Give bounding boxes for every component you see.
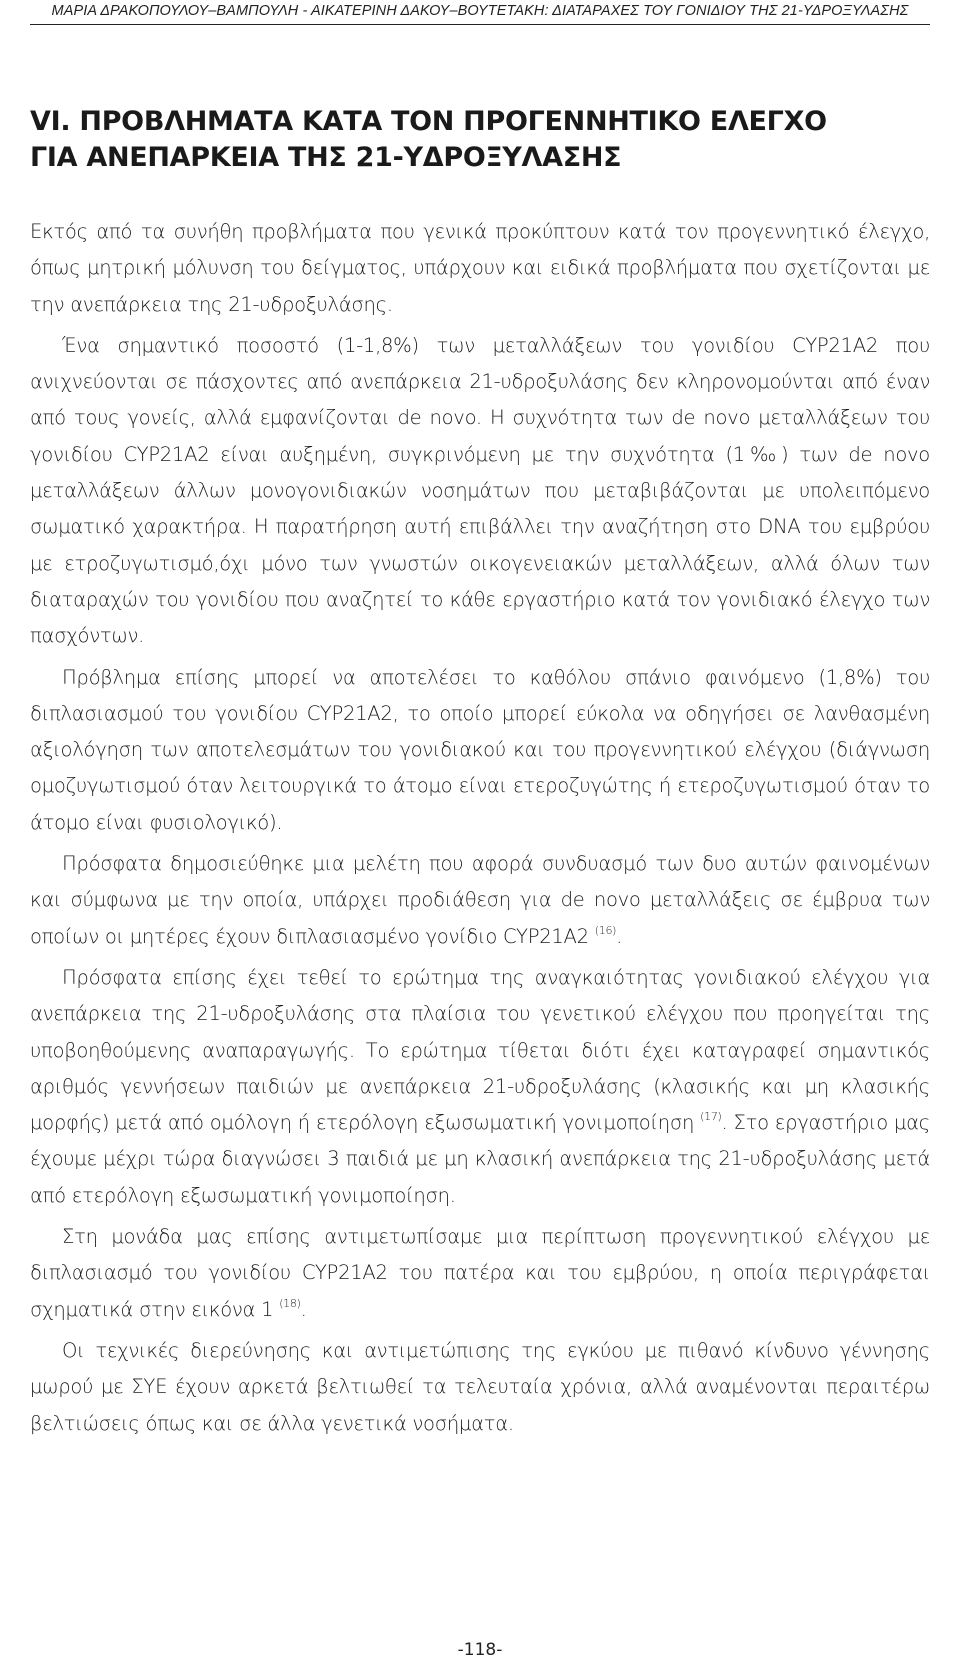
paragraph-4	[30, 846, 930, 955]
paragraph-5	[30, 960, 930, 1214]
paragraph-5-tail: . Στο εργαστήριο μας έχουμε μέχρι τώρα διαγνώσει 3 παιδιά με μη κλασική ανεπάρκεια της 21-υδροξυλάσης μετά από ετερόλογη εξωσωματική γονιμοποίηση.	[30, 1111, 931, 1207]
paragraph-6-text: Στη μονάδα μας επίσης αντιμετωπίσαμε μια περίπτωση προγεννητικού ελέγχου με διπλασιασμό του γονιδίου CYP21A2 του πατέρα και του εμβρύου, η οποία περιγράφεται σχηματικά στην εικόνα 1	[30, 1225, 930, 1321]
section-title	[30, 104, 930, 176]
paragraph-7: Οι τεχνικές διερεύνησης και αντιμετώπισης της εγκύου με πιθανό κίνδυνο γέννησης μωρού με ΣΥΕ έχουν αρκετά βελτιωθεί τα τελευταία χρόνια, αλλά αναμένονται περαιτέρω βελτιώσεις όπως και σε άλλα γενετικά νοσήματα.	[30, 1338, 930, 1435]
paragraph-4-text: Πρόσφατα δημοσιεύθηκε μια μελέτη που αφορά συνδυασμό των δυο αυτών φαινομένων και σύμφωνα με την οποία, υπάρχει προδιάθεση για de novo μεταλλάξεις σε έμβρυα των οποίων οι μητέρες έχουν διπλασιασμένο γονίδιο CYP21A2	[30, 852, 930, 948]
paragraph-5-text: Πρόσφατα επίσης έχει τεθεί το ερώτημα της αναγκαιότητας γονιδιακού ελέγχου για ανεπάρκεια της 21-υδροξυλάσης στα πλαίσια του γενετικού ελέγχου που προηγείται της υποβοηθούμενης αναπαραγωγής. Το ερώτημα τίθεται διότι έχει καταγραφεί σημαντικός αριθμός γεννήσεων παιδιών με ανεπάρκεια 21-υδροξυλάσης (κλασικής και μη κλασικής μορφής) μετά από ομόλογη ή ετερόλογη εξωσωματική γονιμοποίηση	[30, 965, 930, 1135]
citation-18: (18)	[279, 1296, 301, 1310]
body-text	[30, 214, 930, 1447]
paragraph-2: Ένα σημαντικό ποσοστό (1-1,8%) των μεταλλάξεων του γονιδίου CYP21A2 που ανιχνεύονται σε πάσχοντες από ανεπάρκεια 21-υδροξυλάσης δεν κληρονομούνται από έναν από τους γονείς, αλλά εμφανίζονται de novo. Η συχνότητα των de novo μεταλλάξεων του γονιδίου CYP21A2 είναι αυξημένη, συγκρινόμενη με την συχνότητα (1‰) των de novo μεταλλάξεων άλλων μονογονιδιακών νοσημάτων που μεταβιβάζονται με υπολειπόμενο σωματικό χαρακτήρα. Η παρατήρηση αυτή επιβάλλει την αναζήτηση στο DNA του εμβρύου με ετροζυγωτισμό,όχι μόνο των γνωστών οικογενειακών μεταλλάξεων, αλλά όλων των διαταραχών του γονιδίου που αναζητεί το κάθε εργαστήριο κατά τον γονιδιακό έλεγχο των πασχόντων.	[30, 333, 930, 648]
paragraph-3: Πρόβλημα επίσης μπορεί να αποτελέσει το καθόλου σπάνιο φαινόμενο (1,8%) του διπλασιασμού του γονιδίου CYP21A2, το οποίο μπορεί εύκολα να οδηγήσει σε λανθασμένη αξιολόγηση των αποτελεσμάτων του γονιδιακού και του προγεννητικού ελέγχου (διάγνωση ομοζυγωτισμού όταν λειτουργικά το άτομο είναι ετεροζυγώτης ή ετεροζυγωτισμού όταν το άτομο είναι φυσιολογικό).	[30, 665, 930, 834]
paragraph-6	[30, 1219, 930, 1328]
section-title-line-1: VI. ΠΡΟΒΛΗΜΑΤΑ ΚΑΤΑ ΤΟΝ ΠΡΟΓΕΝΝΗΤΙΚΟ ΕΛΕΓΧΟ	[30, 106, 827, 137]
paragraph-1: Εκτός από τα συνήθη προβλήματα που γενικά προκύπτουν κατά τον προγεννητικό έλεγχο, όπως μητρική μόλυνση του δείγματος, υπάρχουν και ειδικά προβλήματα που σχετίζονται με την ανεπάρκεια της 21-υδροξυλάσης.	[30, 220, 930, 316]
running-header: ΜΑΡΙΑ ΔΡΑΚΟΠΟΥΛΟΥ–ΒΑΜΠΟΥΛΗ - ΑΙΚΑΤΕΡΙΝΗ ΔΑΚΟΥ–ΒΟΥΤΕΤΑΚΗ: ΔΙΑΤΑΡΑΧΕΣ ΤΟΥ ΓΟΝΙΔΙΟΥ ΤΗΣ 21-ΥΔΡΟΞΥΛΑΣΗΣ	[30, 0, 930, 25]
citation-16: (16)	[594, 923, 617, 937]
page-number: -118-	[457, 1640, 503, 1660]
paragraph-6-tail: .	[300, 1297, 307, 1321]
paragraph-4-tail: .	[616, 924, 623, 948]
citation-17: (17)	[700, 1110, 722, 1124]
section-title-line-2: ΓΙΑ ΑΝΕΠΑΡΚΕΙΑ ΤΗΣ 21-ΥΔΡΟΞΥΛΑΣΗΣ	[30, 142, 622, 173]
